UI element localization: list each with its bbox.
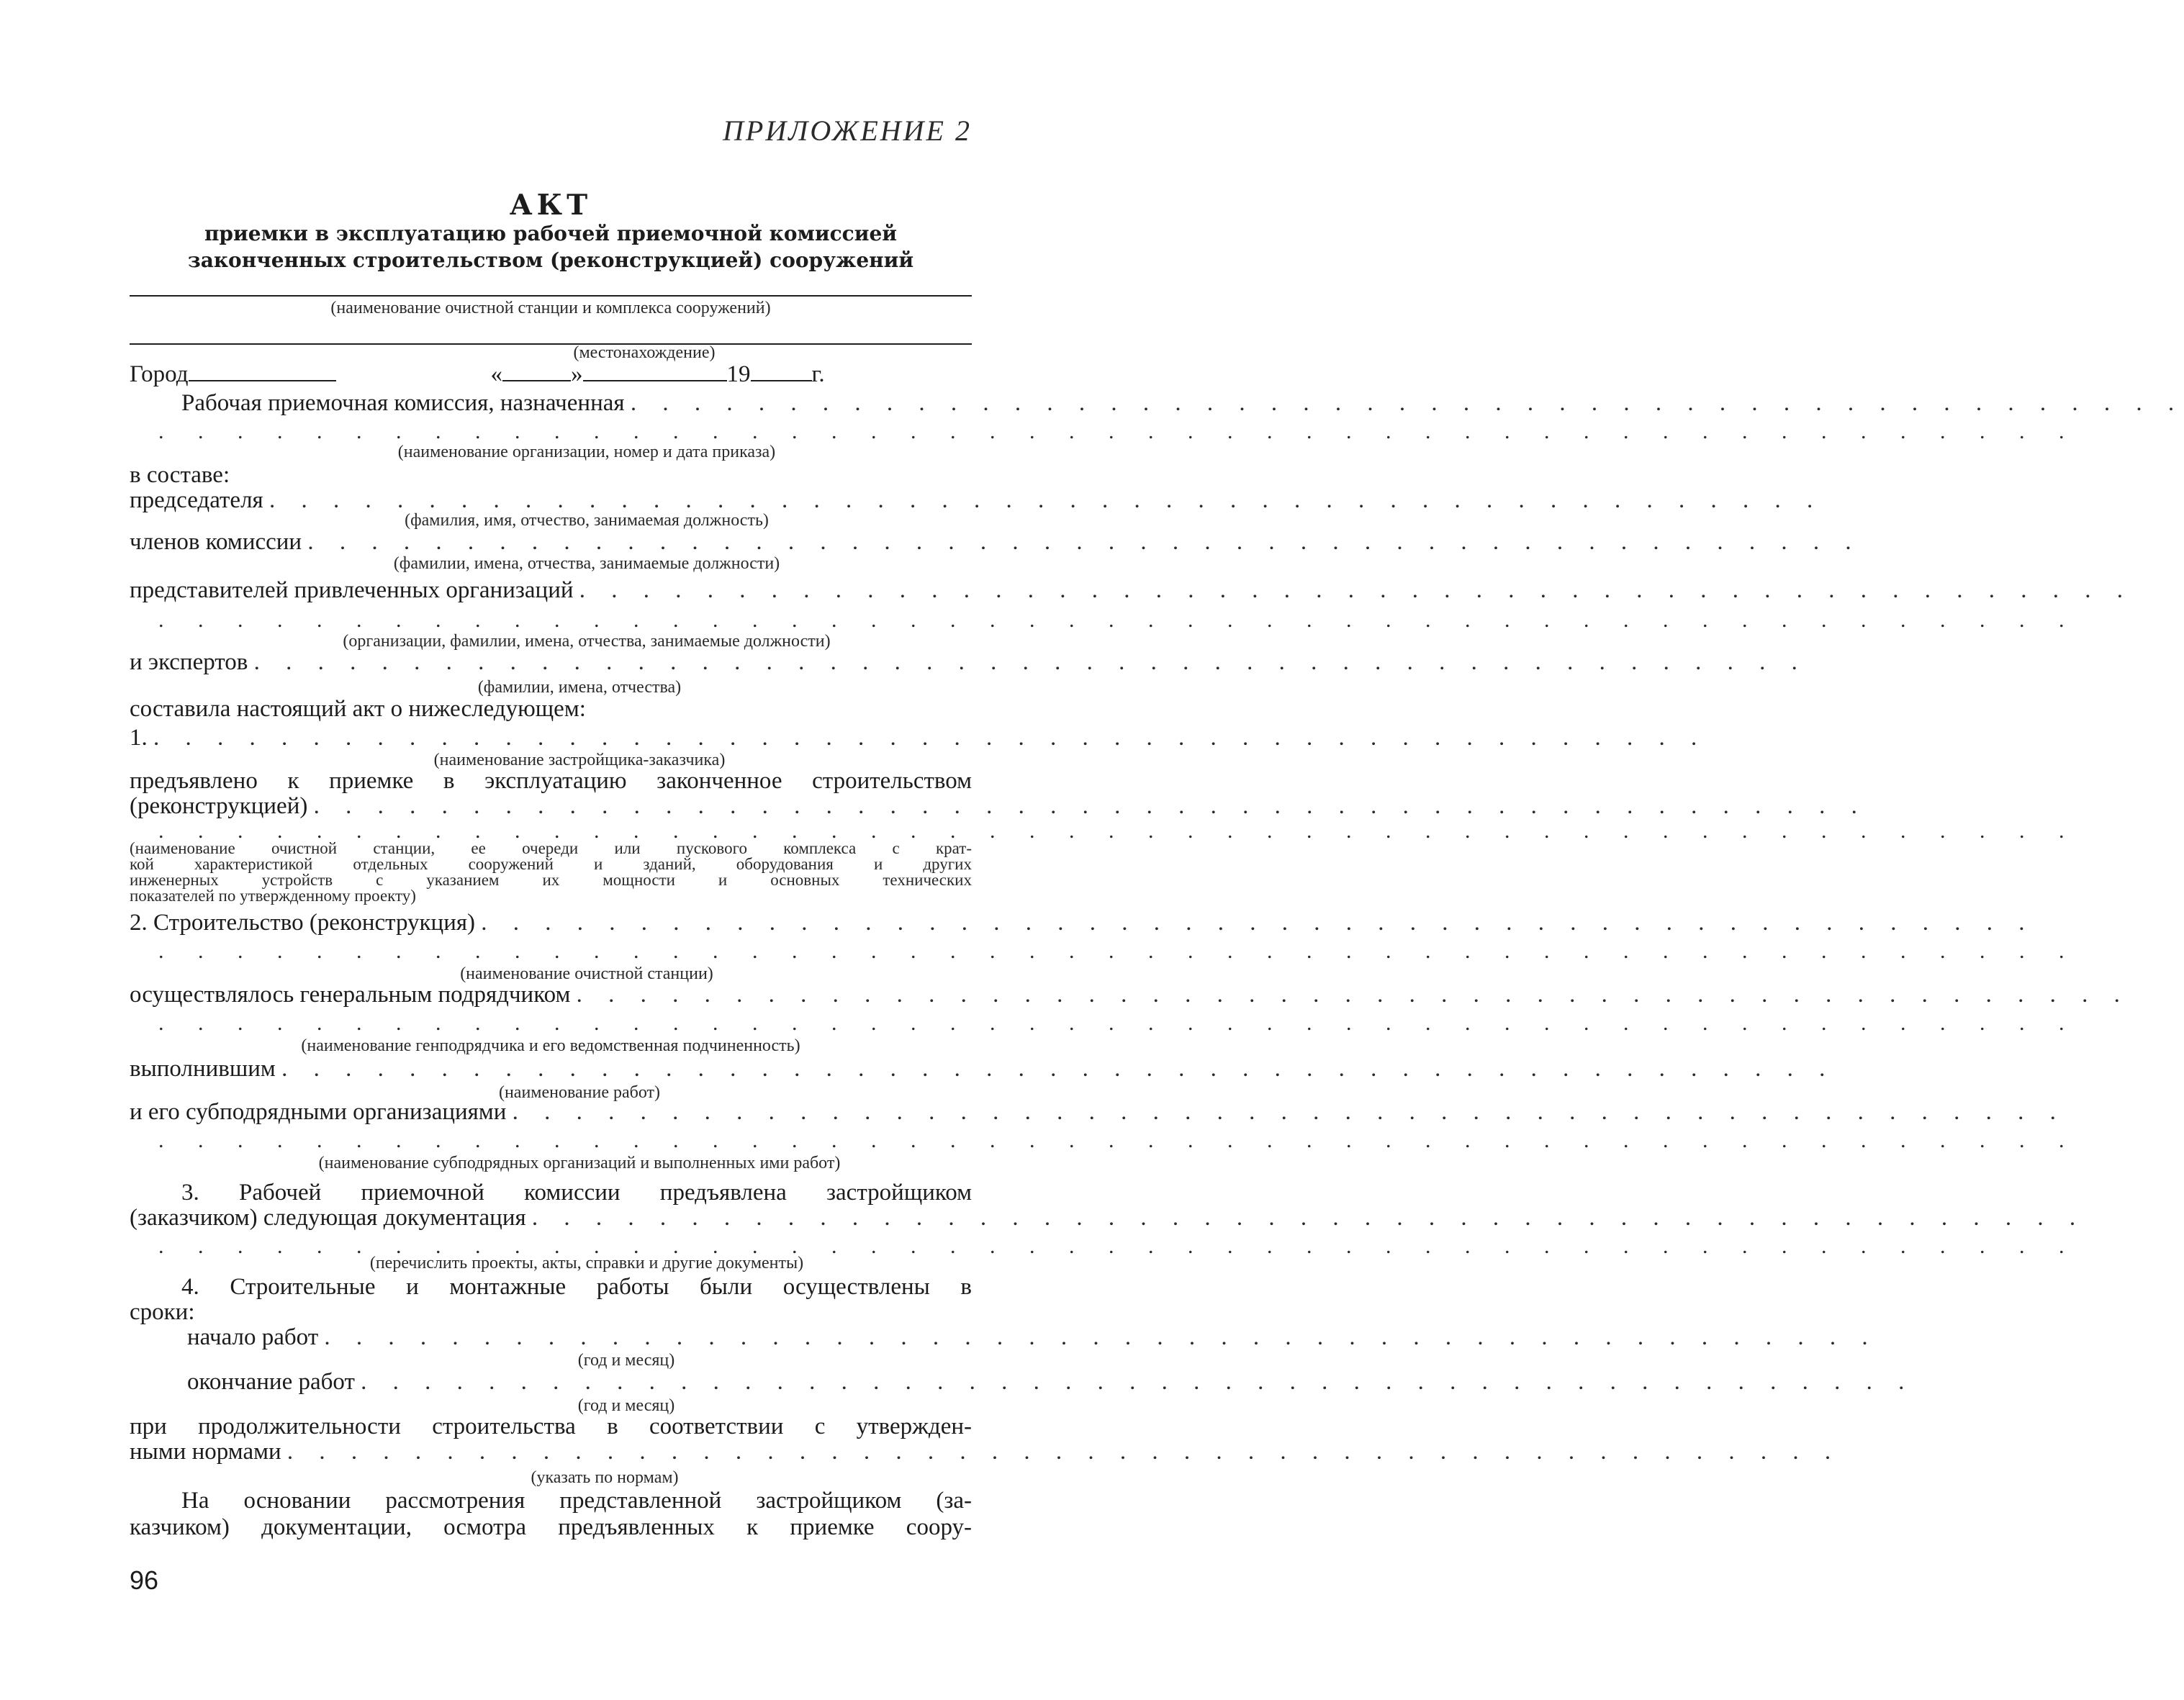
reconstruction-label: (реконструкцией) bbox=[130, 793, 308, 819]
year-suffix: г. bbox=[811, 361, 825, 387]
year-blank bbox=[751, 379, 812, 381]
dotted-fill-6: . . . . . . . . . . . . . . . . . . . . . . . . . . . . . . . . . . . . . . . . . . . . . . . . . bbox=[158, 1129, 2079, 1152]
representatives-line bbox=[130, 576, 2134, 605]
general-contractor-dots: . . . . . . . . . . . . . . . . . . . . . . . . . . . . . . . . . . . . . . . . . . . . . . . . . bbox=[576, 982, 2130, 1008]
dotted-fill-1: . . . . . . . . . . . . . . . . . . . . . . . . . . . . . . . . . . . . . . . . . . . . . . . . . bbox=[158, 420, 2079, 443]
dotted-fill-2: . . . . . . . . . . . . . . . . . . . . . . . . . . . . . . . . . . . . . . . . . . . . . . . . . bbox=[158, 608, 2079, 632]
appendix-label: ПРИЛОЖЕНИЕ 2 bbox=[723, 114, 972, 147]
reconstruction-dots: . . . . . . . . . . . . . . . . . . . . . . . . . . . . . . . . . . . . . . . . . . . . . . . . . bbox=[313, 793, 1867, 819]
finish-label: окончание работ bbox=[187, 1369, 355, 1395]
chairman-label: председателя bbox=[130, 487, 263, 513]
item2-label: 2. Строительство (реконструкция) bbox=[130, 910, 476, 936]
experts-dots: . . . . . . . . . . . . . . . . . . . . . . . . . . . . . . . . . . . . . . . . . . . . . . . . . bbox=[253, 649, 1808, 675]
commission-line bbox=[181, 389, 2184, 417]
chairman-dots: . . . . . . . . . . . . . . . . . . . . . . . . . . . . . . . . . . . . . . . . . . . . . . . . . bbox=[269, 487, 1823, 513]
representatives-label: представителей привлеченных организаций bbox=[130, 577, 574, 603]
dotted-fill-4: . . . . . . . . . . . . . . . . . . . . . . . . . . . . . . . . . . . . . . . . . . . . . . . . . bbox=[158, 939, 2079, 963]
final-line1: На основании рассмотрения представленной застройщиком (за- bbox=[181, 1488, 972, 1514]
subcontractors-label: и его субподрядными организациями bbox=[130, 1099, 507, 1125]
station-desc-line1: (наименование очистной станции, ее очереди или пускового комплекса с крат- bbox=[130, 839, 972, 857]
dotted-fill-3: . . . . . . . . . . . . . . . . . . . . . . . . . . . . . . . . . . . . . . . . . . . . . . . . . bbox=[158, 819, 2079, 843]
finish-dots: . . . . . . . . . . . . . . . . . . . . . . . . . . . . . . . . . . . . . . . . . . . . . . . . . bbox=[361, 1369, 1915, 1395]
item3-line1: 3. Рабочей приемочной комиссии предъявлена застройщиком bbox=[181, 1180, 972, 1206]
duration-dots: . . . . . . . . . . . . . . . . . . . . . . . . . . . . . . . . . . . . . . . . . . . . . . . . . bbox=[286, 1439, 1841, 1465]
act-subtitle-line2: законченных строительством (реконструкцией) сооружений bbox=[187, 248, 914, 272]
city-label: Город bbox=[130, 361, 189, 387]
performed-dots: . . . . . . . . . . . . . . . . . . . . . . . . . . . . . . . . . . . . . . . . . . . . . . . . . bbox=[281, 1056, 1836, 1082]
final-line2: казчиком) документации, осмотра предъявленных к приемке соору- bbox=[130, 1514, 972, 1540]
month-blank bbox=[583, 379, 727, 381]
contractor-hint: (наименование генподрядчика и его ведомственная подчиненность) bbox=[301, 1036, 800, 1055]
orgs-hint: (организации, фамилии, имена, отчества, занимаемые должности) bbox=[343, 632, 831, 651]
members-line bbox=[130, 528, 1862, 556]
city-blank bbox=[189, 379, 336, 381]
item3-dots: . . . . . . . . . . . . . . . . . . . . . . . . . . . . . . . . . . . . . . . . . . . . . . . . . bbox=[531, 1205, 2086, 1231]
experts-hint: (фамилии, имена, отчества) bbox=[477, 678, 682, 697]
representatives-dots: . . . . . . . . . . . . . . . . . . . . . . . . . . . . . . . . . . . . . . . . . . . . . . . . . bbox=[579, 577, 2134, 603]
act-subtitle-line1: приемки в эксплуатацию рабочей приемочной комиссией bbox=[204, 222, 898, 245]
item1-label: 1. bbox=[130, 725, 148, 751]
general-contractor-label: осуществлялось генеральным подрядчиком bbox=[130, 982, 571, 1008]
works-hint: (наименование работ) bbox=[498, 1083, 661, 1102]
order-hint: (наименование организации, номер и дата приказа) bbox=[397, 443, 776, 461]
start-hint: (год и месяц) bbox=[577, 1351, 675, 1370]
customer-hint: (наименование застройщика-заказчика) bbox=[433, 751, 726, 769]
subcontractors-line bbox=[130, 1098, 2066, 1126]
item2-dots: . . . . . . . . . . . . . . . . . . . . . . . . . . . . . . . . . . . . . . . . . . . . . . . . . bbox=[481, 910, 2035, 936]
duration-line2 bbox=[130, 1437, 1841, 1466]
station2-hint: (наименование очистной станции) bbox=[460, 964, 713, 983]
performed-label: выполнившим bbox=[130, 1056, 276, 1082]
station-desc-line3: инженерных устройств с указанием их мощности и основных технических bbox=[130, 871, 972, 889]
page-number: 96 bbox=[130, 1565, 159, 1595]
quote-close: » bbox=[571, 361, 583, 387]
station-desc-line4: показателей по утвержденному проекту) bbox=[130, 887, 416, 905]
commission-dots: . . . . . . . . . . . . . . . . . . . . . . . . . . . . . . . . . . . . . . . . . . . . . . . . . bbox=[630, 390, 2184, 416]
act-title: АКТ bbox=[509, 189, 592, 222]
drew-up-line: составила настоящий акт о нижеследующем: bbox=[130, 696, 586, 722]
commission-label: Рабочая приемочная комиссия, назначенная bbox=[181, 390, 625, 416]
dotted-fill-7: . . . . . . . . . . . . . . . . . . . . . . . . . . . . . . . . . . . . . . . . . . . . . . . . . bbox=[158, 1234, 2079, 1258]
chairman-hint: (фамилия, имя, отчество, занимаемая должность) bbox=[405, 511, 769, 530]
chairman-line bbox=[130, 486, 1823, 515]
general-contractor-line bbox=[130, 980, 2130, 1009]
item4-line1: 4. Строительные и монтажные работы были осуществлены в bbox=[181, 1274, 972, 1300]
subcontractors-dots: . . . . . . . . . . . . . . . . . . . . . . . . . . . . . . . . . . . . . . . . . . . . . . . . . bbox=[512, 1099, 2066, 1125]
norms-hint: (указать по нормам) bbox=[531, 1468, 679, 1487]
experts-line bbox=[130, 648, 1808, 677]
duration-label: ными нормами bbox=[130, 1439, 281, 1465]
start-dots: . . . . . . . . . . . . . . . . . . . . . . . . . . . . . . . . . . . . . . . . . . . . . . . . . bbox=[324, 1324, 1878, 1350]
dotted-fill-5: . . . . . . . . . . . . . . . . . . . . . . . . . . . . . . . . . . . . . . . . . . . . . . . . . bbox=[158, 1011, 2079, 1035]
presented-line: предъявлено к приемке в эксплуатацию законченное строительством bbox=[130, 768, 972, 794]
city-date-line bbox=[130, 360, 972, 389]
members-dots: . . . . . . . . . . . . . . . . . . . . . . . . . . . . . . . . . . . . . . . . . . . . . . . . . bbox=[307, 529, 1862, 555]
item2-line bbox=[130, 908, 2035, 937]
station-name-hint: (наименование очистной станции и комплекса сооружений) bbox=[330, 299, 771, 317]
composition-label: в составе: bbox=[130, 462, 230, 488]
station-name-rule bbox=[130, 295, 972, 297]
subs-hint: (наименование субподрядных организаций и выполненных ими работ) bbox=[318, 1154, 841, 1172]
location-hint: (местонахождение) bbox=[573, 343, 716, 362]
item4-line2: сроки: bbox=[130, 1299, 195, 1325]
members-label: членов комиссии bbox=[130, 529, 302, 555]
item1-dots: . . . . . . . . . . . . . . . . . . . . . . . . . . . . . . . . . . . . . . . . . . . . . . . . . bbox=[153, 725, 1707, 751]
item3-line2 bbox=[130, 1203, 2086, 1232]
finish-line bbox=[187, 1367, 1915, 1396]
start-line bbox=[187, 1323, 1878, 1352]
reconstruction-line bbox=[130, 792, 1867, 820]
quote-open: « bbox=[490, 361, 503, 387]
members-hint: (фамилии, имена, отчества, занимаемые должности) bbox=[393, 554, 780, 573]
duration-line1: при продолжительности строительства в соответствии с утвержден- bbox=[130, 1414, 972, 1439]
document-page bbox=[130, 0, 2184, 1700]
experts-label: и экспертов bbox=[130, 649, 248, 675]
performed-line bbox=[130, 1054, 1836, 1083]
start-label: начало работ bbox=[187, 1324, 319, 1350]
item1-line bbox=[130, 723, 1707, 752]
docs-hint: (перечислить проекты, акты, справки и другие документы) bbox=[369, 1254, 804, 1272]
day-blank bbox=[502, 379, 571, 381]
year-prefix: 19 bbox=[726, 361, 751, 387]
item3-label: (заказчиком) следующая документация bbox=[130, 1205, 526, 1231]
station-desc-line2: кой характеристикой отдельных сооружений и зданий, оборудования и других bbox=[130, 855, 972, 873]
finish-hint: (год и месяц) bbox=[577, 1396, 675, 1415]
